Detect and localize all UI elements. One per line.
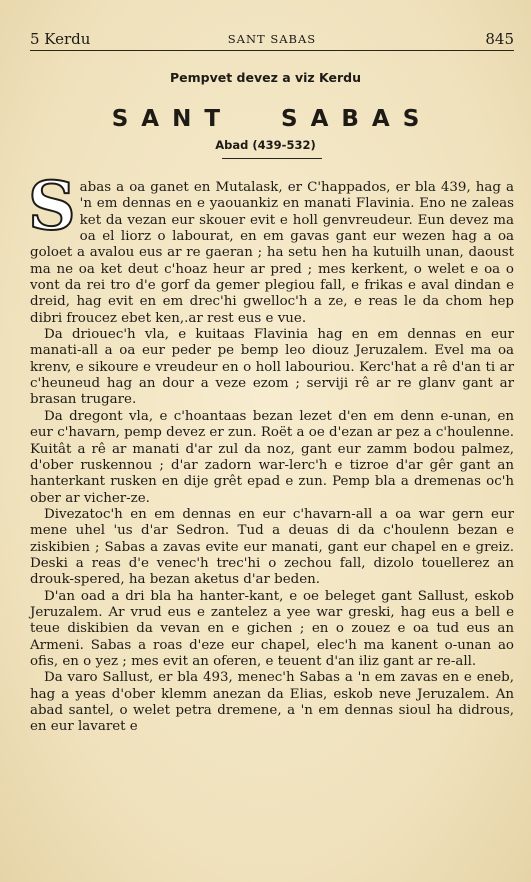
paragraph-4: Divezatoc'h en em dennas en eur c'havarn-all a oa war gern eur mene uhel 'us d'ar Sedron. Tud a deuas di da c'houlenn bezan e ziskibien ; Sabas a zavas evite eur manati, gant eur chapel en e greiz. Deski a reas d'e venec'h trec'hi o zechou fall, dizolo touellerez an drouk-spered, ha bezan aketus d'ar beden. [30, 506, 514, 588]
saint-subtitle: Abad (439-532) [215, 138, 316, 152]
paragraph-5: D'an oad a dri bla ha hanter-kant, e oe beleget gant Sallust, eskob Jeruzalem. Ar vrud eus e zantelez a yee war greski, hag eus a bell e teue diskibien da vevan en e gichen ; en o zouez e oa tud eus an Armeni. Sabas a roas d'eze eur chapel, elec'h ma kanent o-unan ao ofis, en o yez ; mes evit an oferen, e teuent d'an iliz gant ar re-all. [30, 588, 514, 669]
title-rule [222, 158, 322, 159]
saint-title [30, 106, 514, 136]
paragraph-6: Da varo Sallust, er bla 493, menec'h Sabas a 'n em zavas en e eneb, hag a yeas d'ober klemm anezan da Elias, eskob neve Jeruzalem. An abad santel, o welet petra dremene, a 'n em dennas sioul ha didrous, en eur lavaret e [30, 670, 514, 735]
paragraph-3: Da dregont vla, e c'hoantaas bezan lezet d'en em denn e-unan, en eur c'havarn, pemp devez er zun. Roët a oe d'ezan ar pez a c'houlenne. Kuitât a rê ar manati d'ar zul da noz, gant eur zamm bodou palmez, d'ober ruskennou ; d'ar zadorn war-lerc'h e tizroe d'ar gêr gant an hanterkant rusken en dije grêt epad e zun. Pemp bla a dremenas oc'h ober ar vicher-ze. [30, 408, 514, 506]
saint-title-word-2: SABAS [281, 106, 433, 132]
paragraph-2: Da driouec'h vla, e kuitaas Flavinia hag en em dennas en eur manati-all a oa eur peder pe bemp leo diouz Jeruzalem. Evel ma oa krenv, e sikoure e vreudeur en o holl labouriou. Kerc'hat a rê d'an ti ar c'heuneud hag an dour a veze ezom ; serviji rê ar re glanv gant ar brasan trugare. [30, 327, 514, 408]
header-rule [30, 50, 514, 51]
header-title: SANT SABAS [227, 32, 317, 46]
page-number: 845 [485, 30, 514, 48]
drop-cap: S [28, 167, 76, 245]
header-date: 5 Kerdu [30, 30, 91, 48]
paragraph-1 [28, 167, 514, 327]
saint-title-word-1: SANT [111, 106, 234, 132]
body-text [28, 167, 514, 736]
running-head [30, 30, 514, 50]
date-heading: Pempvet devez a viz Kerdu [169, 70, 362, 85]
paragraph-1-text: abas a oa ganet en Mutalask, er C'happados, er bla 439, hag a 'n em dennas en e yaouankiz en manati Flavinia. Eno ne zaleas ket da vezan eur skouer evit e holl genvreudeur. Eun devez ma oa el liorz o labourat, en em gavas gant eur wezen hag a oa goloet a avalou eus ar re gaeran ; ha setu hen ha kutuilh unan, daoust ma ne oa ket deut c'hoaz heur ar pred ; mes kerkent, o welet e oa o vont da rei tro d'e gorf da gemer plegiou fall, e frikas e aval dindan e dreid, hag evit en em drec'hi gwelloc'h a ze, e reas le da chom hep dibri froucez ebet ken,.ar rest eus e vue. [30, 180, 514, 326]
